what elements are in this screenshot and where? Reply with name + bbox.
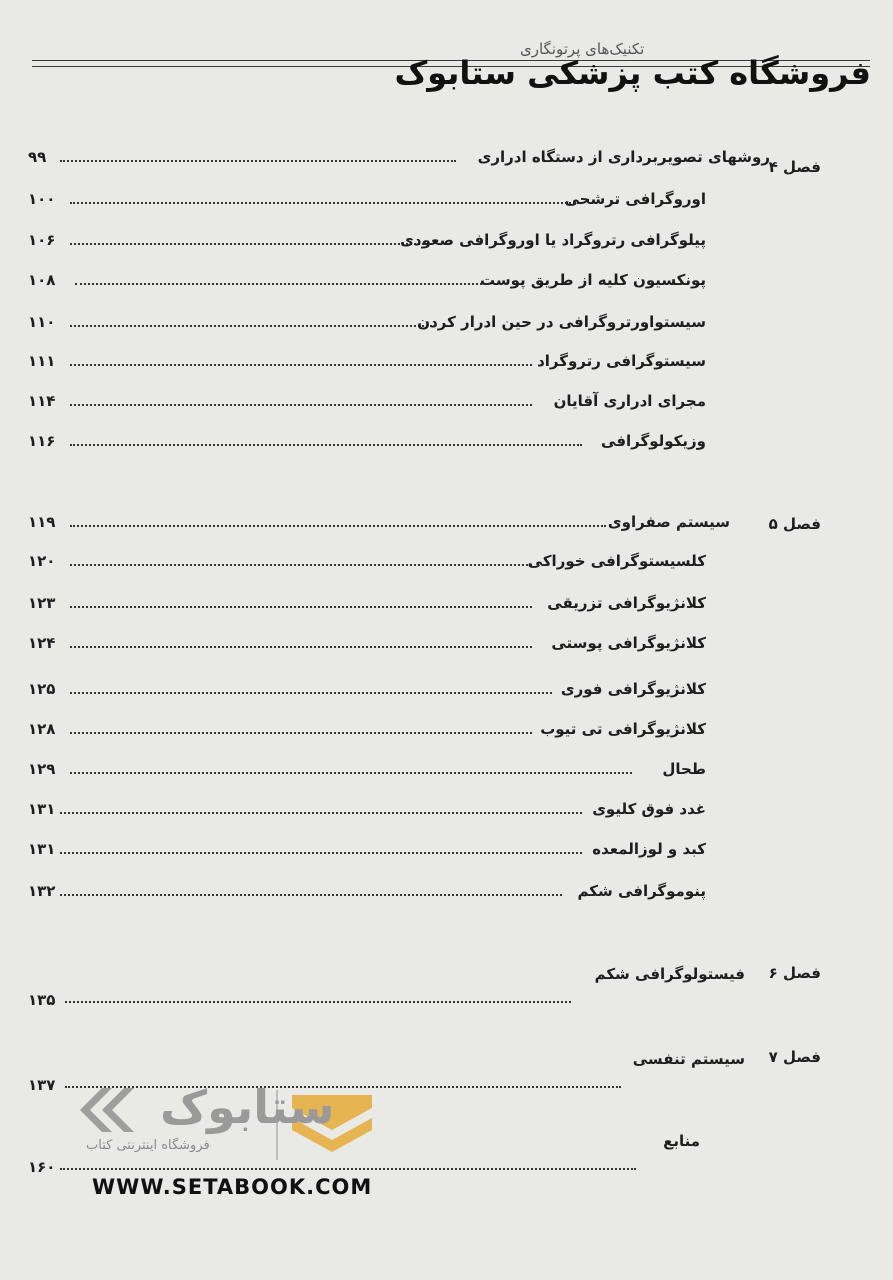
- toc-leader-dots: [70, 364, 532, 366]
- toc-entry-title: غدد فوق کلیوی: [592, 800, 706, 818]
- toc-page-number: ۱۳۵: [28, 991, 56, 1009]
- toc-page-number: ۱۲۸: [28, 720, 56, 738]
- toc-leader-dots: [70, 325, 432, 327]
- toc-entry-title: فیستولوگرافی شکم: [594, 965, 745, 983]
- toc-leader-dots: [75, 283, 482, 285]
- toc-entry-title: کبد و لوزالمعده: [592, 840, 706, 858]
- toc-entry: [28, 720, 706, 744]
- toc-entry-title: کلانژیوگرافی فوری: [560, 680, 706, 698]
- toc-entry: [28, 392, 706, 416]
- toc-entry-title: کلانژیوگرافی تی تیوب: [540, 720, 706, 738]
- toc-leader-dots: [60, 160, 456, 162]
- toc-entry: [28, 231, 706, 255]
- toc-entry-title: پنوموگرافی شکم: [577, 882, 706, 900]
- toc-entry: [28, 271, 706, 295]
- toc-entry-title: مجرای ادراری آقایان: [553, 392, 706, 410]
- toc-entry: [28, 594, 706, 618]
- toc-page-number: ۱۱۰: [28, 313, 56, 331]
- toc-leader-dots: [70, 692, 552, 694]
- toc-entry: [28, 965, 745, 1009]
- toc-leader-dots: [70, 202, 582, 204]
- toc-page-number: ۱۲۴: [28, 634, 56, 652]
- toc-page-number: ۱۱۱: [28, 352, 56, 370]
- toc-entry: [28, 840, 706, 864]
- toc-leader-dots: [60, 852, 582, 854]
- toc-entry: [28, 634, 706, 658]
- toc-leader-dots: [70, 772, 632, 774]
- toc-page-number: ۱۱۴: [28, 392, 56, 410]
- toc-entry-title: سیستم تنفسی: [632, 1050, 745, 1068]
- toc-page-number: ۱۳۲: [28, 882, 56, 900]
- toc-page-number: ۱۲۹: [28, 760, 56, 778]
- toc-page-number: ۱۳۱: [28, 840, 56, 858]
- toc-entry-title: منابع: [663, 1132, 700, 1150]
- toc-leader-dots: [70, 525, 606, 527]
- running-head: تکنیک‌های پرتونگاری: [520, 40, 645, 58]
- toc-page-number: ۹۹: [28, 148, 47, 166]
- toc-leader-dots: [70, 646, 532, 648]
- toc-entry: [28, 1050, 745, 1094]
- toc-leader-dots: [70, 243, 432, 245]
- toc-leader-dots: [60, 812, 582, 814]
- watermark-url: WWW.SETABOOK.COM: [92, 1175, 373, 1199]
- toc-entry: [28, 680, 706, 704]
- toc-entry: [28, 432, 706, 456]
- toc-entry-title: روشهای تصویربرداری از دستگاه ادراری: [477, 148, 770, 166]
- toc-entry: [28, 148, 770, 172]
- toc-leader-dots: [70, 404, 532, 406]
- toc-page-number: ۱۳۷: [28, 1076, 56, 1094]
- toc-page-number: ۱۱۶: [28, 432, 56, 450]
- toc-entry-title: اوروگرافی ترشحی: [564, 190, 706, 208]
- toc-entry-title: سیستم صفراوی: [607, 513, 730, 531]
- chapter-label: فصل ۵: [768, 515, 821, 533]
- toc-entry: [28, 190, 706, 214]
- toc-leader-dots: [70, 564, 532, 566]
- toc-page-number: ۱۲۳: [28, 594, 56, 612]
- toc-leader-dots: [70, 444, 582, 446]
- toc-entry: [28, 352, 706, 376]
- toc-leader-dots: [70, 606, 532, 608]
- toc-page-number: ۱۳۱: [28, 800, 56, 818]
- toc-entry-title: سیستواورتروگرافی در حین ادرار کردن: [417, 313, 706, 331]
- store-title: فروشگاه کتب پزشکی ستابوک: [394, 54, 871, 92]
- toc-entry-title: پیلوگرافی رتروگراد یا اوروگرافی صعودی: [400, 231, 706, 249]
- toc-entry-title: طحال: [662, 760, 706, 778]
- toc-page-number: ۱۲۰: [28, 552, 56, 570]
- logo-tagline: فروشگاه اینترنتی کتاب: [86, 1138, 210, 1153]
- toc-page-number: ۱۲۵: [28, 680, 56, 698]
- toc-entry: [28, 313, 706, 337]
- toc-entry-title: کلانژیوگرافی پوستی: [551, 634, 706, 652]
- toc-entry-title: پونکسیون کلیه از طریق پوست: [480, 271, 706, 289]
- toc-entry: [28, 882, 706, 906]
- toc-page-number: ۱۱۹: [28, 513, 56, 531]
- toc-entry: [28, 800, 706, 824]
- toc-entry: [28, 513, 730, 537]
- chapter-label: فصل ۴: [768, 158, 821, 176]
- toc-leader-dots: [60, 894, 562, 896]
- toc-entry-title: سیستوگرافی رتروگراد: [537, 352, 706, 370]
- chapter-label: فصل ۶: [768, 964, 821, 982]
- toc-page-number: ۱۶۰: [28, 1158, 56, 1176]
- toc-leader-dots: [65, 1001, 571, 1003]
- toc-entry: [28, 552, 706, 576]
- toc-entry: [28, 760, 706, 784]
- toc-page-number: ۱۰۸: [28, 271, 56, 289]
- toc-entry-title: کلانژیوگرافی تزریقی: [547, 594, 706, 612]
- toc-entry-title: کلسیستوگرافی خوراکی: [527, 552, 706, 570]
- toc-entry-title: وزیکولوگرافی: [601, 432, 706, 450]
- chapter-label: فصل ۷: [768, 1048, 821, 1066]
- toc-leader-dots: [70, 732, 532, 734]
- toc-page-number: ۱۰۰: [28, 190, 56, 208]
- toc-page-number: ۱۰۶: [28, 231, 56, 249]
- logo-wordmark: ستابوک: [160, 1080, 335, 1134]
